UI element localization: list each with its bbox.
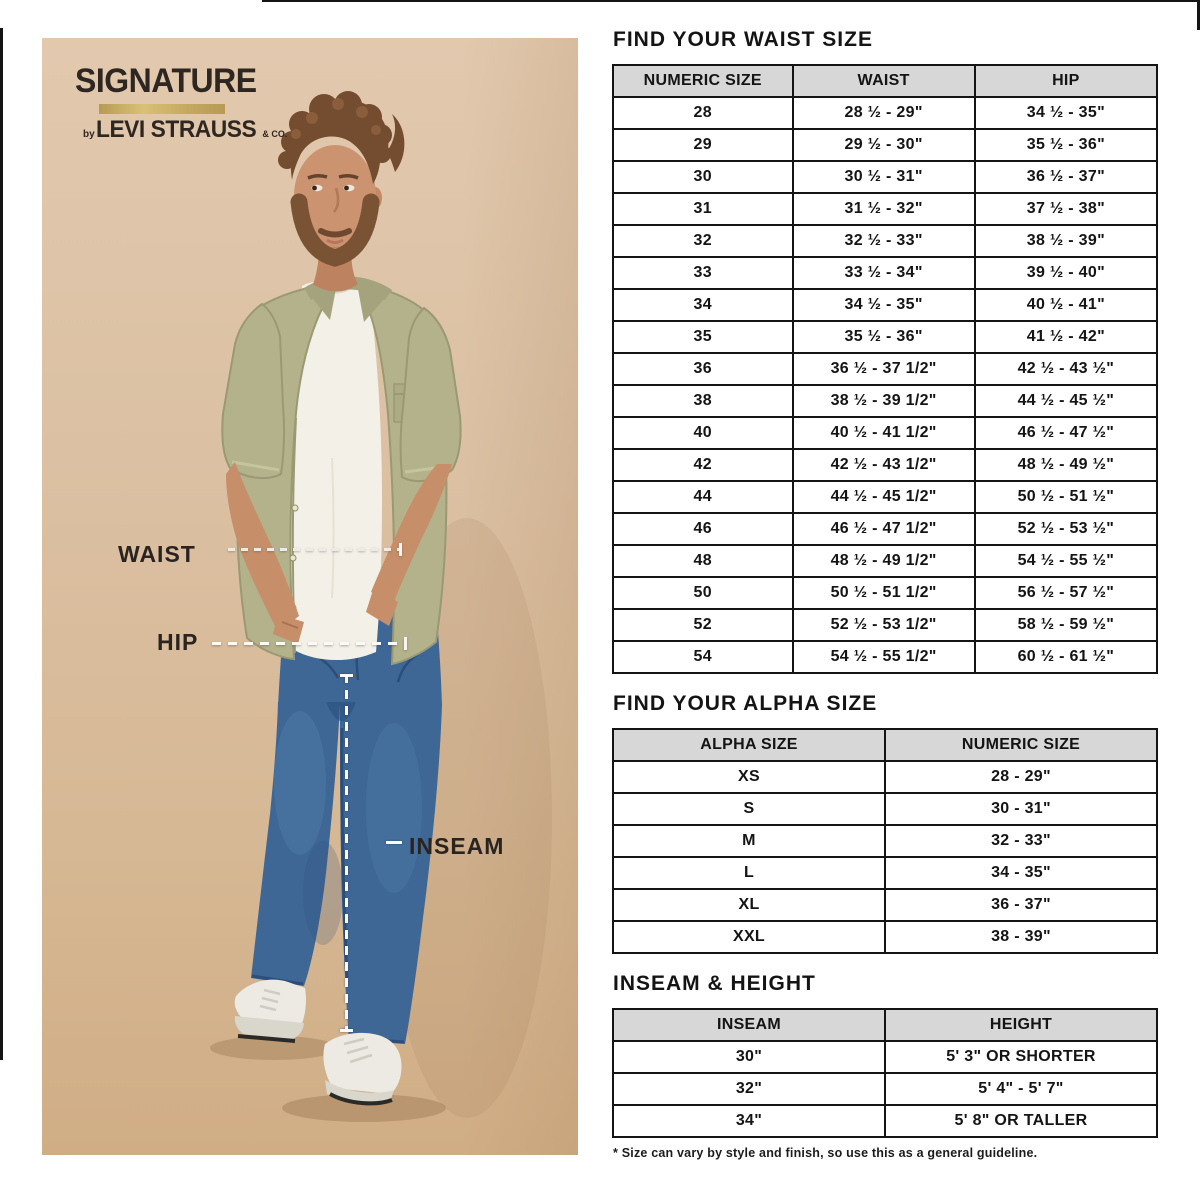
table-cell: XS (613, 761, 885, 793)
table-cell: 50 ½ - 51 ½" (975, 481, 1157, 513)
table-cell: 30 (613, 161, 793, 193)
brand-name: SIGNATURE (75, 62, 257, 100)
header-row (613, 1009, 1157, 1041)
table-cell: 33 (613, 257, 793, 289)
table-cell: 36 ½ - 37 1/2" (793, 353, 975, 385)
table-cell: 58 ½ - 59 ½" (975, 609, 1157, 641)
table-row (613, 609, 1157, 641)
waist-label: WAIST (118, 541, 196, 567)
table-cell: 37 ½ - 38" (975, 193, 1157, 225)
table-cell: 42 ½ - 43 ½" (975, 353, 1157, 385)
table-row (613, 385, 1157, 417)
table-row (613, 577, 1157, 609)
footnote: * Size can vary by style and finish, so use this as a general guideline. (613, 1146, 1038, 1160)
inseam-measure-line (345, 674, 348, 1032)
model-photo (42, 38, 578, 1155)
inseam-height-section (612, 972, 1158, 1138)
table-cell: 32 (613, 225, 793, 257)
brand-company: LEVI STRAUSS (95, 116, 256, 143)
table-cell: 38 ½ - 39 1/2" (793, 385, 975, 417)
table-cell: 28 ½ - 29" (793, 97, 975, 129)
table-cell: 31 ½ - 32" (793, 193, 975, 225)
table-cell: 34 ½ - 35" (793, 289, 975, 321)
header-row (613, 729, 1157, 761)
table-cell: 56 ½ - 57 ½" (975, 577, 1157, 609)
table-row (613, 417, 1157, 449)
brand-suffix: & CO. (262, 129, 288, 139)
inseam-label: INSEAM (409, 833, 505, 859)
table-cell: 40 ½ - 41" (975, 289, 1157, 321)
table-cell: 44 ½ - 45 ½" (975, 385, 1157, 417)
table-cell: 48 ½ - 49 1/2" (793, 545, 975, 577)
table-cell: 30" (613, 1041, 885, 1073)
table-cell: 54 ½ - 55 1/2" (793, 641, 975, 673)
table-cell: 54 ½ - 55 ½" (975, 545, 1157, 577)
table-cell: 39 ½ - 40" (975, 257, 1157, 289)
brand-by: by (83, 129, 95, 140)
table-row (613, 1073, 1157, 1105)
table-row (613, 761, 1157, 793)
table-cell: L (613, 857, 885, 889)
table-row (613, 449, 1157, 481)
table-cell: 5' 4" - 5' 7" (885, 1073, 1157, 1105)
table-cell: 5' 3" OR SHORTER (885, 1041, 1157, 1073)
waist-size-table (612, 64, 1158, 674)
table-cell: 54 (613, 641, 793, 673)
table-cell: 32 - 33" (885, 825, 1157, 857)
table-row (613, 193, 1157, 225)
table-row (613, 1041, 1157, 1073)
table-row (613, 825, 1157, 857)
table-cell: 52 (613, 609, 793, 641)
column-header: HEIGHT (885, 1009, 1157, 1041)
table-cell: 33 ½ - 34" (793, 257, 975, 289)
table-row (613, 225, 1157, 257)
table-cell: 60 ½ - 61 ½" (975, 641, 1157, 673)
table-cell: 30 - 31" (885, 793, 1157, 825)
table-cell: 38 - 39" (885, 921, 1157, 953)
table-row (613, 161, 1157, 193)
table-cell: 46 ½ - 47 1/2" (793, 513, 975, 545)
image-border-artifact-left (0, 28, 3, 1060)
table-cell: 36 - 37" (885, 889, 1157, 921)
table-cell: 38 ½ - 39" (975, 225, 1157, 257)
table-row (613, 889, 1157, 921)
section-title: FIND YOUR WAIST SIZE (613, 28, 873, 51)
table-cell: 52 ½ - 53 ½" (975, 513, 1157, 545)
hip-measure-line (212, 642, 407, 645)
table-cell: 50 (613, 577, 793, 609)
table-row (613, 321, 1157, 353)
table-cell: 46 ½ - 47 ½" (975, 417, 1157, 449)
table-row (613, 793, 1157, 825)
table-cell: 34 (613, 289, 793, 321)
brand-logo (75, 62, 295, 144)
table-cell: 41 ½ - 42" (975, 321, 1157, 353)
table-cell: 28 - 29" (885, 761, 1157, 793)
column-header: HIP (975, 65, 1157, 97)
table-row (613, 97, 1157, 129)
table-cell: 31 (613, 193, 793, 225)
inseam-height-table (612, 1008, 1158, 1138)
section-title: FIND YOUR ALPHA SIZE (613, 692, 878, 715)
table-cell: 40 ½ - 41 1/2" (793, 417, 975, 449)
table-row (613, 289, 1157, 321)
waist-measure-line (228, 548, 402, 551)
table-cell: M (613, 825, 885, 857)
table-cell: 34 ½ - 35" (975, 97, 1157, 129)
column-header: WAIST (793, 65, 975, 97)
column-header: ALPHA SIZE (613, 729, 885, 761)
table-cell: 42 ½ - 43 1/2" (793, 449, 975, 481)
table-cell: 36 ½ - 37" (975, 161, 1157, 193)
header-row (613, 65, 1157, 97)
table-cell: 30 ½ - 31" (793, 161, 975, 193)
table-cell: 28 (613, 97, 793, 129)
image-border-artifact-top (262, 0, 1200, 2)
model-illustration (42, 38, 578, 1155)
column-header: NUMERIC SIZE (613, 65, 793, 97)
table-row (613, 1105, 1157, 1137)
table-cell: XL (613, 889, 885, 921)
column-header: NUMERIC SIZE (885, 729, 1157, 761)
section-title: INSEAM & HEIGHT (613, 972, 816, 995)
table-cell: 48 (613, 545, 793, 577)
table-cell: 44 (613, 481, 793, 513)
table-cell: 40 (613, 417, 793, 449)
table-cell: 29 (613, 129, 793, 161)
table-cell: 35 ½ - 36" (793, 321, 975, 353)
column-header: INSEAM (613, 1009, 885, 1041)
table-row (613, 857, 1157, 889)
table-cell: 52 ½ - 53 1/2" (793, 609, 975, 641)
table-cell: 34" (613, 1105, 885, 1137)
table-cell: 5' 8" OR TALLER (885, 1105, 1157, 1137)
table-row (613, 921, 1157, 953)
table-cell: 50 ½ - 51 1/2" (793, 577, 975, 609)
table-row (613, 481, 1157, 513)
table-cell: 32" (613, 1073, 885, 1105)
hip-label: HIP (157, 629, 199, 655)
table-cell: XXL (613, 921, 885, 953)
table-row (613, 129, 1157, 161)
table-row (613, 545, 1157, 577)
inseam-connector-dash (386, 841, 402, 844)
gold-label-bar (99, 104, 225, 114)
table-cell: 35 (613, 321, 793, 353)
table-cell: 34 - 35" (885, 857, 1157, 889)
table-cell: 44 ½ - 45 1/2" (793, 481, 975, 513)
alpha-size-table (612, 728, 1158, 954)
table-cell: 38 (613, 385, 793, 417)
table-cell: 46 (613, 513, 793, 545)
table-row (613, 641, 1157, 673)
brand-company-line (83, 116, 295, 144)
table-cell: 36 (613, 353, 793, 385)
table-cell: 32 ½ - 33" (793, 225, 975, 257)
table-cell: S (613, 793, 885, 825)
table-cell: 29 ½ - 30" (793, 129, 975, 161)
table-cell: 42 (613, 449, 793, 481)
alpha-size-section (612, 692, 1158, 954)
table-cell: 48 ½ - 49 ½" (975, 449, 1157, 481)
table-cell: 35 ½ - 36" (975, 129, 1157, 161)
waist-size-section (612, 28, 1158, 674)
table-row (613, 513, 1157, 545)
table-row (613, 353, 1157, 385)
table-row (613, 257, 1157, 289)
